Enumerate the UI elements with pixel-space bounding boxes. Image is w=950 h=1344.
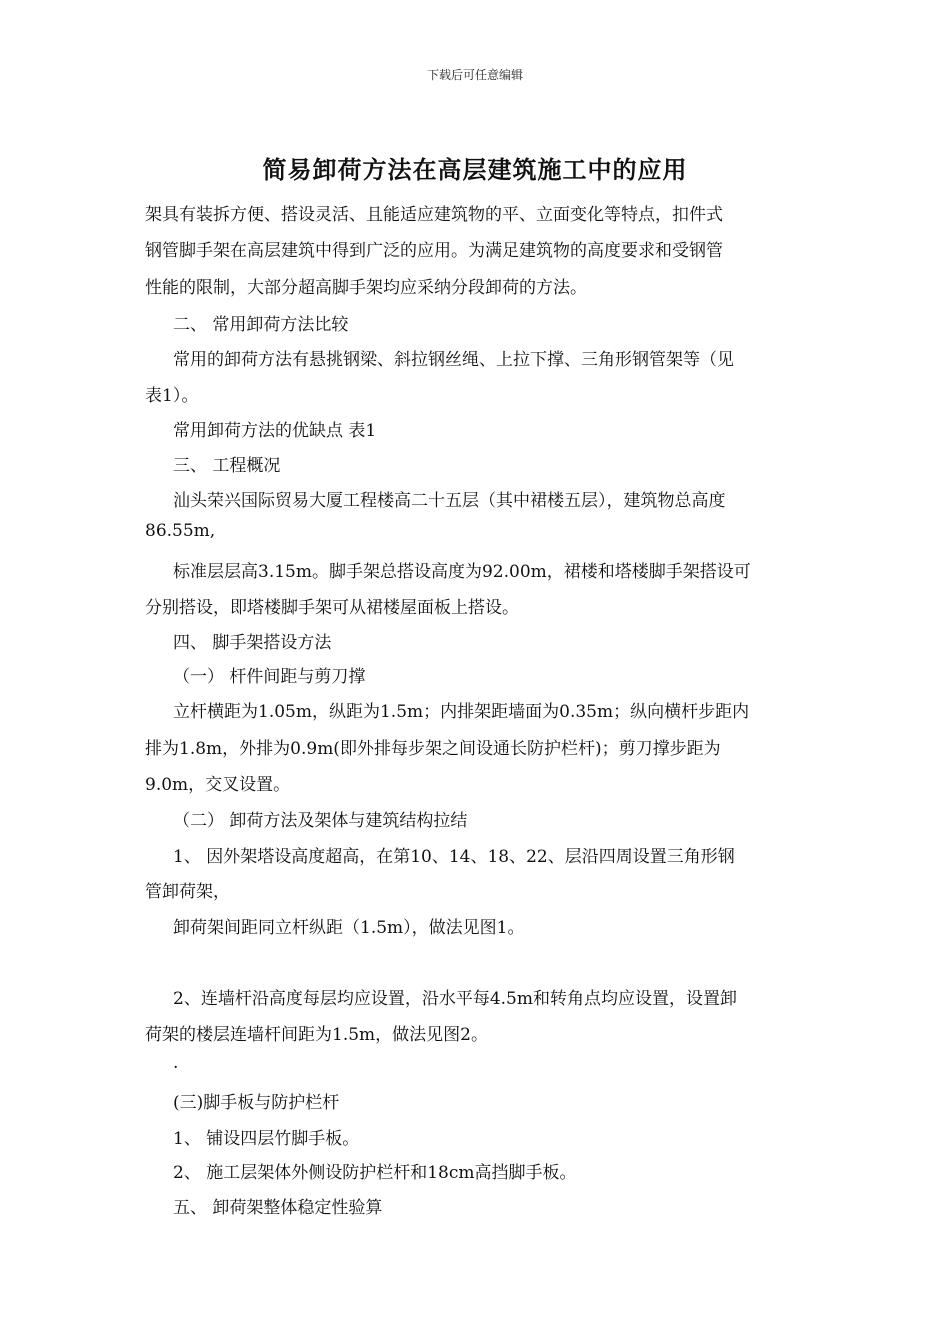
body-line: 分别搭设，即塔楼脚手架可从裙楼屋面板上搭设。	[145, 598, 519, 618]
body-line: 性能的限制，大部分超高脚手架均应采纳分段卸荷的方法。	[145, 278, 587, 298]
body-line: 汕头荣兴国际贸易大厦工程楼高二十五层（其中裙楼五层），建筑物总高度	[173, 491, 726, 511]
document-title: 简易卸荷方法在高层建筑施工中的应用	[262, 155, 688, 184]
body-line: 荷架的楼层连墙杆间距为1.5m，做法见图2。	[145, 1025, 488, 1045]
body-line: 标准层层高3.15m。脚手架总搭设高度为92.00m，裙楼和塔楼脚手架搭设可	[173, 562, 751, 582]
section-heading: 四、 脚手架搭设方法	[173, 633, 332, 653]
section-heading: 三、 工程概况	[173, 456, 281, 476]
stray-mark: .	[173, 1053, 179, 1073]
subsection-heading: （一） 杆件间距与剪刀撑	[173, 667, 366, 687]
section-heading: 五、 卸荷架整体稳定性验算	[173, 1198, 383, 1218]
list-item: 1、 铺设四层竹脚手板。	[173, 1129, 360, 1149]
body-line: 86.55m,	[145, 521, 216, 541]
body-line: 立杆横距为1.05m，纵距为1.5m；内排架距墙面为0.35m；纵向横杆步距内	[173, 702, 750, 722]
list-item: 2、连墙杆沿高度每层均应设置，沿水平每4.5m和转角点均应设置，设置卸	[173, 989, 737, 1009]
list-item: 2、 施工层架体外侧设防护栏杆和18cm高挡脚手板。	[173, 1163, 577, 1183]
body-line: 表1）。	[145, 386, 199, 406]
body-line: 9.0m，交叉设置。	[145, 775, 291, 795]
body-line: 排为1.8m，外排为0.9m(即外排每步架之间设通长防护栏杆)；剪刀撑步距为	[145, 739, 721, 759]
subsection-heading: (三)脚手板与防护栏杆	[173, 1093, 340, 1113]
body-line: 钢管脚手架在高层建筑中得到广泛的应用。为满足建筑物的高度要求和受钢管	[145, 241, 723, 261]
body-line: 管卸荷架，	[145, 882, 230, 902]
section-heading: 二、 常用卸荷方法比较	[173, 315, 349, 335]
table-caption: 常用卸荷方法的优缺点 表1	[173, 421, 377, 441]
body-line: 卸荷架间距同立杆纵距（1.5m），做法见图1。	[173, 918, 525, 938]
body-line: 架具有装拆方便、搭设灵活、且能适应建筑物的平、立面变化等特点，扣件式	[145, 205, 723, 225]
body-line: 常用的卸荷方法有悬挑钢梁、斜拉钢丝绳、上拉下撑、三角形钢管架等（见	[173, 350, 734, 370]
list-item: 1、 因外架塔设高度超高，在第10、14、18、22、层沿四周设置三角形钢	[173, 847, 735, 867]
page-header: 下载后可任意编辑	[426, 68, 523, 82]
subsection-heading: （二） 卸荷方法及架体与建筑结构拉结	[173, 811, 468, 831]
